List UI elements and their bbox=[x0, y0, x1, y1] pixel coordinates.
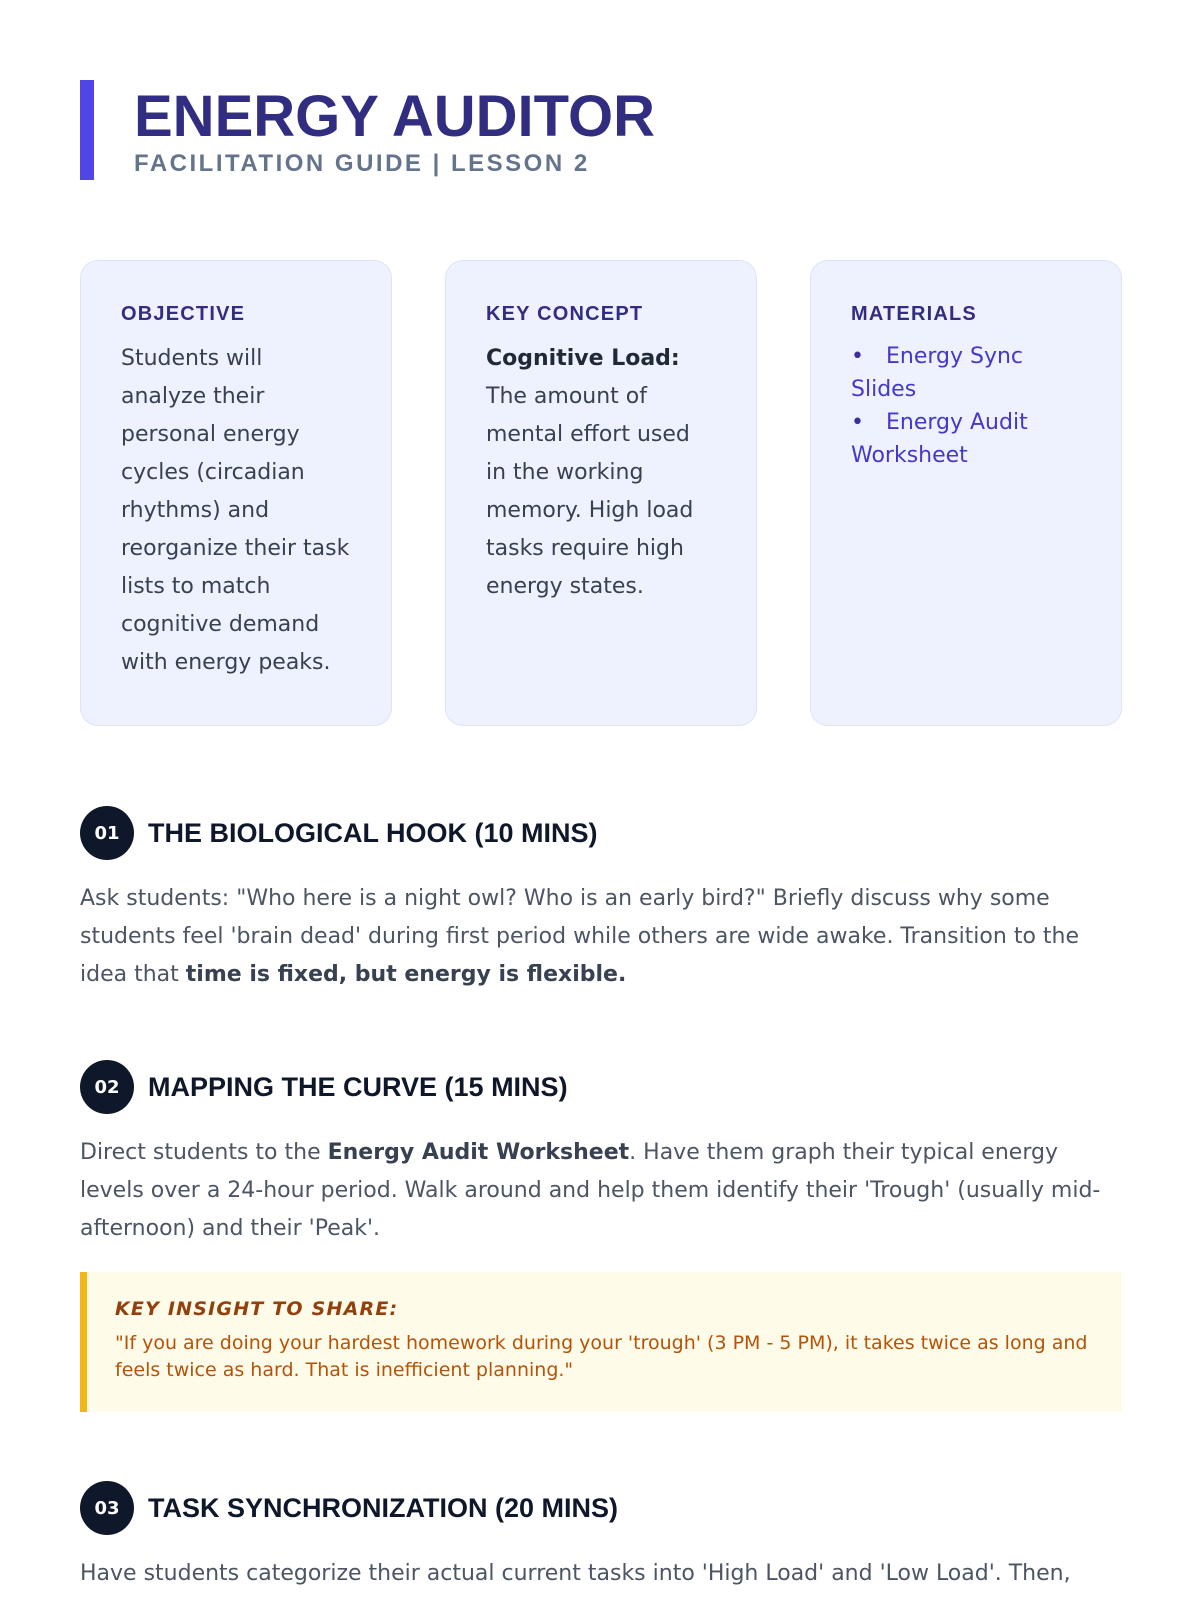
section-2-body bbox=[80, 1134, 1122, 1248]
section-3-title: TASK SYNCHRONIZATION (20 MINS) bbox=[148, 1492, 619, 1523]
section-1 bbox=[80, 806, 1122, 994]
section-3-header bbox=[80, 1481, 1122, 1535]
header-accent-bar bbox=[80, 80, 94, 180]
section-2-header bbox=[80, 1060, 1122, 1114]
section-2-text-before: Direct students to the bbox=[80, 1140, 328, 1165]
section-2 bbox=[80, 1060, 1122, 1248]
page-title: ENERGY AUDITOR bbox=[134, 84, 656, 149]
section-1-emphasis: time is fixed, but energy is flexible. bbox=[185, 962, 627, 987]
objective-card bbox=[80, 260, 392, 726]
section-2-title: MAPPING THE CURVE (15 MINS) bbox=[148, 1071, 568, 1102]
section-2-text-after: . Have them graph their typical energy levels over a 24-hour period. Walk around and help them identify their 'Trough' (usually mid-afternoon) and their 'Peak'. bbox=[80, 1140, 1101, 1241]
section-3 bbox=[80, 1481, 1122, 1593]
objective-label: OBJECTIVE bbox=[121, 303, 246, 325]
key-concept-label: KEY CONCEPT bbox=[486, 303, 644, 325]
key-insight-text: "If you are doing your hardest homework during your 'trough' (3 PM - 5 PM), it takes twice as long and feels twice as hard. That is inefficient planning." bbox=[115, 1332, 1088, 1381]
key-concept-term: Cognitive Load: bbox=[486, 346, 680, 371]
page-header bbox=[80, 80, 655, 180]
objective-text: Students will analyze their personal energy cycles (circadian rhythms) and reorganize their task lists to match cognitive demand with energy peaks. bbox=[121, 346, 350, 675]
materials-item[interactable]: • Energy Audit Worksheet bbox=[851, 406, 1081, 472]
section-1-body bbox=[80, 880, 1122, 994]
step-number-badge: 02 bbox=[80, 1060, 134, 1114]
key-insight-label: KEY INSIGHT TO SHARE: bbox=[115, 1298, 399, 1320]
step-number-badge: 01 bbox=[80, 806, 134, 860]
page-subtitle: FACILITATION GUIDE | LESSON 2 bbox=[134, 150, 590, 177]
summary-cards bbox=[80, 260, 1122, 728]
section-2-emphasis: Energy Audit Worksheet bbox=[327, 1140, 630, 1165]
section-1-title: THE BIOLOGICAL HOOK (10 MINS) bbox=[148, 817, 598, 848]
key-concept-text bbox=[486, 340, 716, 606]
step-number-badge: 03 bbox=[80, 1481, 134, 1535]
section-3-body: Have students categorize their actual current tasks into 'High Load' and 'Low Load'. Then, bbox=[80, 1561, 1071, 1586]
section-1-header bbox=[80, 806, 1122, 860]
key-concept-definition: The amount of mental effort used in the working memory. High load tasks require high energy states. bbox=[486, 384, 694, 599]
materials-card bbox=[810, 260, 1122, 726]
materials-label: MATERIALS bbox=[851, 303, 977, 325]
materials-list bbox=[851, 340, 1081, 472]
key-insight-callout bbox=[80, 1272, 1122, 1412]
section-1-text: Ask students: "Who here is a night owl? Who is an early bird?" Briefly discuss why some students feel 'brain dead' during first period while others are wide awake. Transition to the idea that bbox=[80, 886, 1080, 987]
key-concept-card bbox=[445, 260, 757, 726]
materials-item[interactable]: • Energy Sync Slides bbox=[851, 340, 1081, 406]
